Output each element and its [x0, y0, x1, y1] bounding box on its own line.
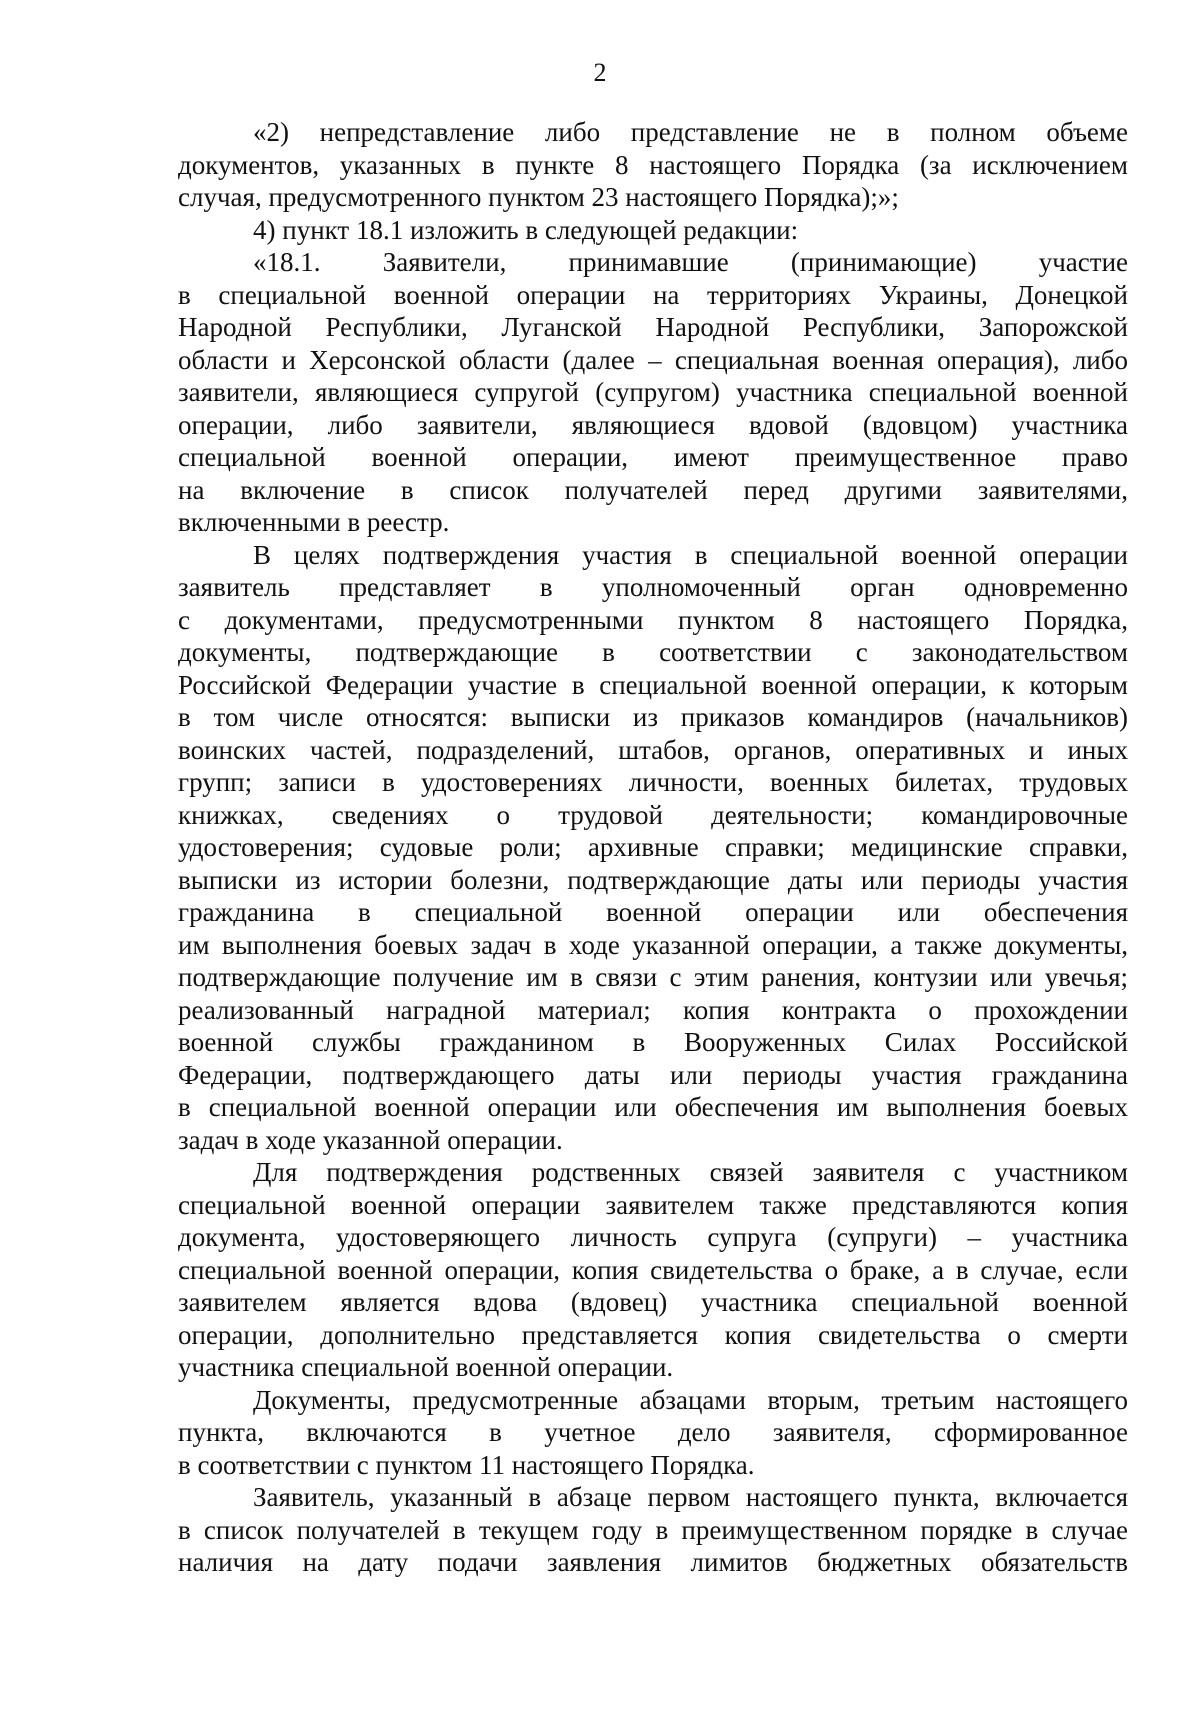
text-line: в том числе относятся: выписки из приказов командиров (начальников) [178, 702, 1128, 732]
text-line: «2) непредставление либо представление не в полном объеме [253, 117, 1128, 147]
text-line: операции, либо заявители, являющиеся вдовой (вдовцом) участника [178, 409, 1128, 440]
text-line: задач в ходе указанной операции. [178, 1124, 563, 1155]
text-line: им выполнения боевых задач в ходе указанной операции, а также документы, [178, 929, 1128, 960]
text-line: специальной военной операции, копия свидетельства о браке, а в случае, если [178, 1254, 1128, 1285]
text-line: специальной военной операции заявителем также представляются копия [178, 1189, 1128, 1220]
text-line: заявитель представляет в уполномоченный орган одновременно [178, 572, 1128, 602]
text-line: «18.1. Заявители, принимавшие (принимающие) участие [253, 247, 1128, 277]
text-line: специальной военной операции, имеют преимущественное право [178, 442, 1128, 472]
text-line: в специальной военной операции на территориях Украины, Донецкой [178, 279, 1128, 310]
text-line: групп; записи в удостоверениях личности, военных билетах, трудовых [178, 767, 1128, 797]
paragraph [178, 214, 1128, 247]
text-line: Для подтверждения родственных связей заявителя с участником [253, 1157, 1128, 1187]
page-number: 2 [593, 58, 607, 87]
text-line: В целях подтверждения участия в специальной военной операции [253, 539, 1128, 570]
paragraph [178, 1384, 1128, 1482]
text-line: Заявитель, указанный в абзаце первом настоящего пункта, включается [253, 1482, 1128, 1512]
text-line: Народной Республики, Луганской Народной Республики, Запорожской [178, 312, 1128, 342]
text-line: воинских частей, подразделений, штабов, органов, оперативных и иных [178, 734, 1128, 765]
text-line: подтверждающие получение им в связи с этим ранения, контузии или увечья; [178, 962, 1128, 992]
text-line: в список получателей в текущем году в преимущественном порядке в случае [178, 1514, 1128, 1545]
text-line: включенными в реестр. [178, 507, 450, 537]
text-line: в соответствии с пунктом 11 настоящего Порядка. [178, 1449, 755, 1480]
document-body [178, 116, 1128, 1579]
text-line: 4) пункт 18.1 изложить в следующей редакции: [253, 214, 799, 245]
text-line: военной службы гражданином в Вооруженных Силах Российской [178, 1027, 1128, 1057]
text-line: документа, удостоверяющего личность супруга (супруги) – участника [178, 1222, 1128, 1252]
text-line: области и Херсонской области (далее – специальная военная операция), либо [178, 344, 1128, 375]
text-line: заявителем является вдова (вдовец) участника специальной военной [178, 1287, 1128, 1317]
paragraph [178, 1156, 1128, 1384]
text-line: на включение в список получателей перед другими заявителями, [178, 474, 1128, 505]
text-line: Российской Федерации участие в специальной военной операции, к которым [178, 669, 1128, 700]
text-line: с документами, предусмотренными пунктом 8 настоящего Порядка, [178, 604, 1128, 635]
text-line: выписки из истории болезни, подтверждающие даты или периоды участия [178, 864, 1128, 895]
text-line: удостоверения; судовые роли; архивные справки; медицинские справки, [178, 832, 1128, 862]
text-line: операции, дополнительно представляется копия свидетельства о смерти [178, 1319, 1128, 1350]
text-line: реализованный наградной материал; копия контракта о прохождении [178, 994, 1128, 1025]
text-line: книжках, сведениях о трудовой деятельности; командировочные [178, 799, 1128, 830]
paragraph [178, 539, 1128, 1157]
text-line: участника специальной военной операции. [178, 1352, 674, 1382]
text-line: наличия на дату подачи заявления лимитов бюджетных обязательств [178, 1547, 1128, 1577]
text-line: пункта, включаются в учетное дело заявителя, сформированное [178, 1417, 1128, 1447]
text-line: Федерации, подтверждающего даты или периоды участия гражданина [178, 1059, 1128, 1090]
text-line: случая, предусмотренного пунктом 23 настоящего Порядка);»; [178, 182, 899, 212]
text-line: документы, подтверждающие в соответствии с законодательством [178, 637, 1128, 667]
paragraph [178, 246, 1128, 539]
text-line: Документы, предусмотренные абзацами вторым, третьим настоящего [253, 1384, 1128, 1415]
paragraph [178, 116, 1128, 214]
paragraph [178, 1481, 1128, 1579]
text-line: гражданина в специальной военной операции или обеспечения [178, 897, 1128, 927]
text-line: документов, указанных в пункте 8 настоящего Порядка (за исключением [178, 149, 1128, 180]
text-line: в специальной военной операции или обеспечения им выполнения боевых [178, 1092, 1128, 1122]
text-line: заявители, являющиеся супругой (супругом) участника специальной военной [178, 377, 1128, 407]
